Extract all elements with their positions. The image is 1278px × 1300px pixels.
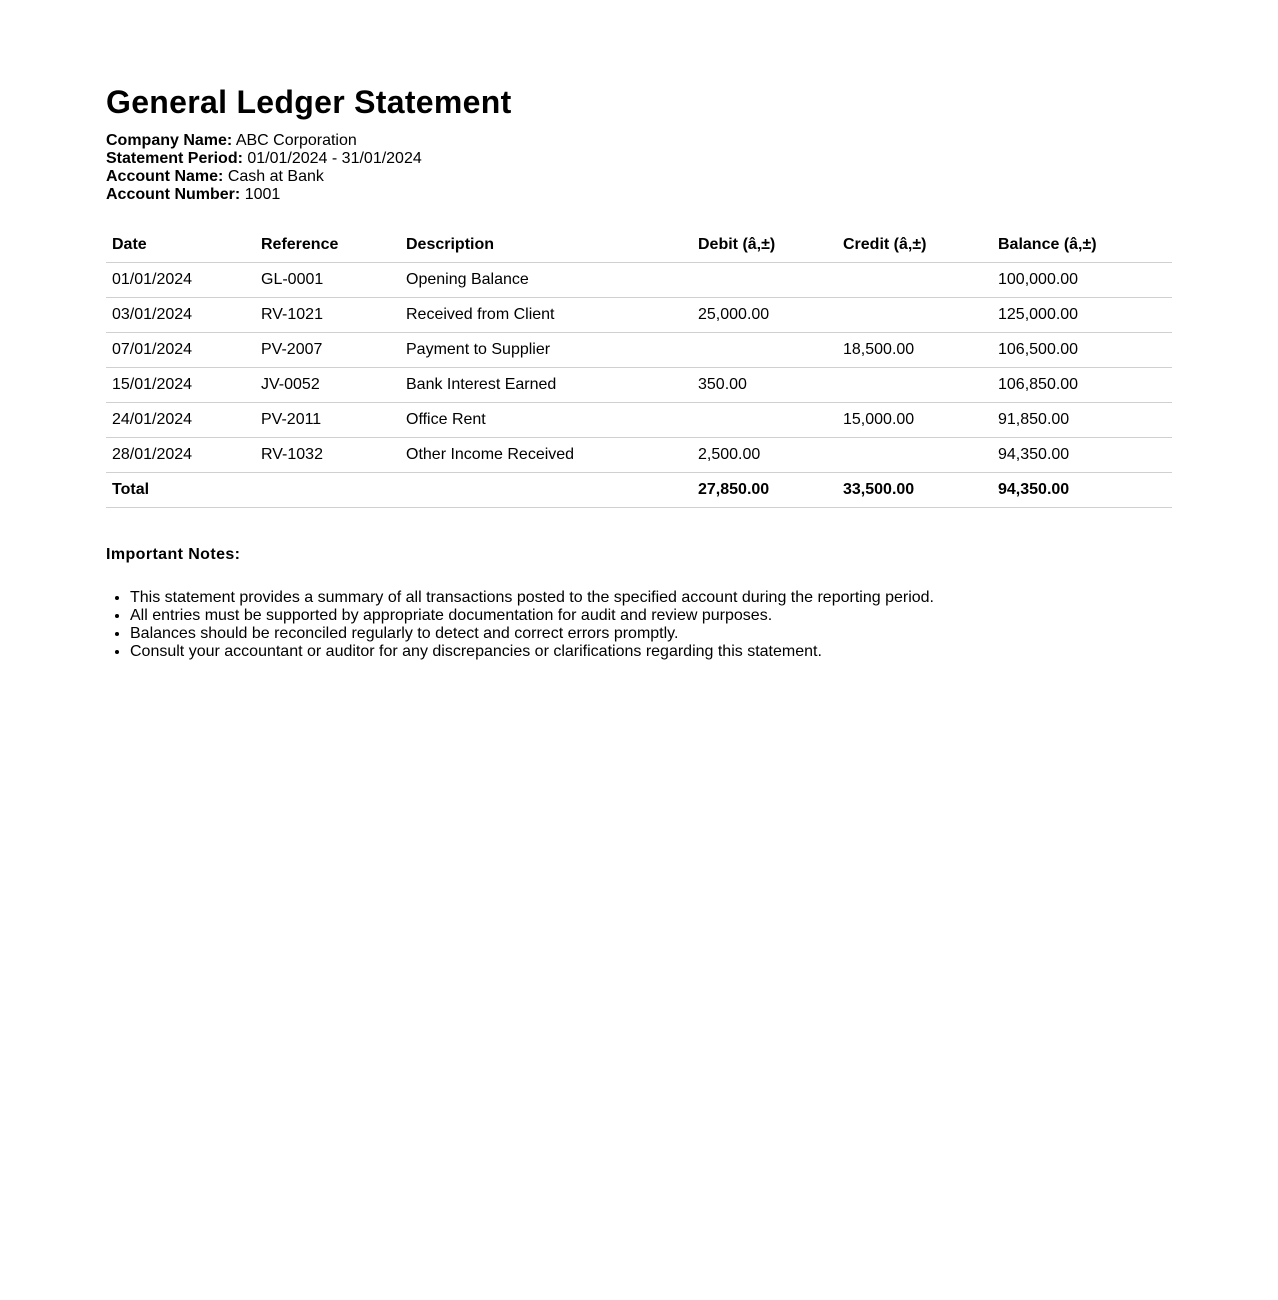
cell-description: Office Rent <box>400 403 692 438</box>
note-item: • Balances should be reconciled regularly to detect and correct errors promptly. <box>130 625 1170 643</box>
table-row <box>106 263 1172 298</box>
company-name-label: Company Name: <box>106 132 233 149</box>
page-title: General Ledger Statement <box>106 84 512 120</box>
cell-debit <box>692 403 837 438</box>
cell-reference: JV-0052 <box>255 368 400 403</box>
cell-date: 24/01/2024 <box>106 403 255 438</box>
cell-balance: 106,500.00 <box>992 333 1172 368</box>
account-number-value: 1001 <box>244 186 281 203</box>
table-row <box>106 403 1172 438</box>
cell-balance: 91,850.00 <box>992 403 1172 438</box>
table-header-row <box>106 228 1172 263</box>
cell-date: 15/01/2024 <box>106 368 255 403</box>
total-empty-reference <box>255 473 400 508</box>
header-reference: Reference <box>255 228 400 263</box>
cell-description: Other Income Received <box>400 438 692 473</box>
table-row <box>106 368 1172 403</box>
account-number-label: Account Number: <box>106 186 241 203</box>
cell-description: Received from Client <box>400 298 692 333</box>
cell-debit <box>692 333 837 368</box>
header-credit: Credit (â‚±) <box>837 228 992 263</box>
header-date: Date <box>106 228 255 263</box>
cell-date: 01/01/2024 <box>106 263 255 298</box>
cell-credit <box>837 298 992 333</box>
statement-period-line <box>106 150 422 168</box>
header-balance: Balance (â‚±) <box>992 228 1172 263</box>
cell-description: Opening Balance <box>400 263 692 298</box>
statement-meta <box>106 132 422 204</box>
total-label: Total <box>106 473 255 508</box>
account-name-value: Cash at Bank <box>227 168 324 185</box>
cell-reference: PV-2011 <box>255 403 400 438</box>
header-description: Description <box>400 228 692 263</box>
header-debit: Debit (â‚±) <box>692 228 837 263</box>
cell-debit: 2,500.00 <box>692 438 837 473</box>
total-empty-description <box>400 473 692 508</box>
cell-credit <box>837 438 992 473</box>
notes-heading: Important Notes: <box>106 546 241 563</box>
cell-debit: 350.00 <box>692 368 837 403</box>
note-item: • Consult your accountant or auditor for any discrepancies or clarifications regarding this statement. <box>130 643 1170 661</box>
cell-credit: 15,000.00 <box>837 403 992 438</box>
cell-credit: 18,500.00 <box>837 333 992 368</box>
total-debit: 27,850.00 <box>692 473 837 508</box>
cell-credit <box>837 368 992 403</box>
cell-debit: 25,000.00 <box>692 298 837 333</box>
cell-balance: 94,350.00 <box>992 438 1172 473</box>
cell-date: 03/01/2024 <box>106 298 255 333</box>
cell-description: Bank Interest Earned <box>400 368 692 403</box>
statement-period-label: Statement Period: <box>106 150 243 167</box>
table-row <box>106 333 1172 368</box>
account-name-label: Account Name: <box>106 168 224 185</box>
cell-reference: PV-2007 <box>255 333 400 368</box>
cell-balance: 125,000.00 <box>992 298 1172 333</box>
total-balance: 94,350.00 <box>992 473 1172 508</box>
cell-reference: RV-1021 <box>255 298 400 333</box>
company-name-value: ABC Corporation <box>235 132 357 149</box>
note-item: • All entries must be supported by appropriate documentation for audit and review purposes. <box>130 607 1170 625</box>
cell-debit <box>692 263 837 298</box>
cell-date: 07/01/2024 <box>106 333 255 368</box>
account-number-line <box>106 186 422 204</box>
company-name-line <box>106 132 422 150</box>
cell-balance: 106,850.00 <box>992 368 1172 403</box>
notes-list <box>106 589 1170 661</box>
table-row <box>106 438 1172 473</box>
cell-description: Payment to Supplier <box>400 333 692 368</box>
total-credit: 33,500.00 <box>837 473 992 508</box>
table-row <box>106 298 1172 333</box>
note-item: • This statement provides a summary of all transactions posted to the specified account during the reporting period. <box>130 589 1170 607</box>
cell-credit <box>837 263 992 298</box>
cell-reference: RV-1032 <box>255 438 400 473</box>
total-row <box>106 473 1172 508</box>
account-name-line <box>106 168 422 186</box>
ledger-table <box>106 228 1172 508</box>
statement-period-value: 01/01/2024 - 31/01/2024 <box>247 150 422 167</box>
cell-balance: 100,000.00 <box>992 263 1172 298</box>
cell-reference: GL-0001 <box>255 263 400 298</box>
cell-date: 28/01/2024 <box>106 438 255 473</box>
